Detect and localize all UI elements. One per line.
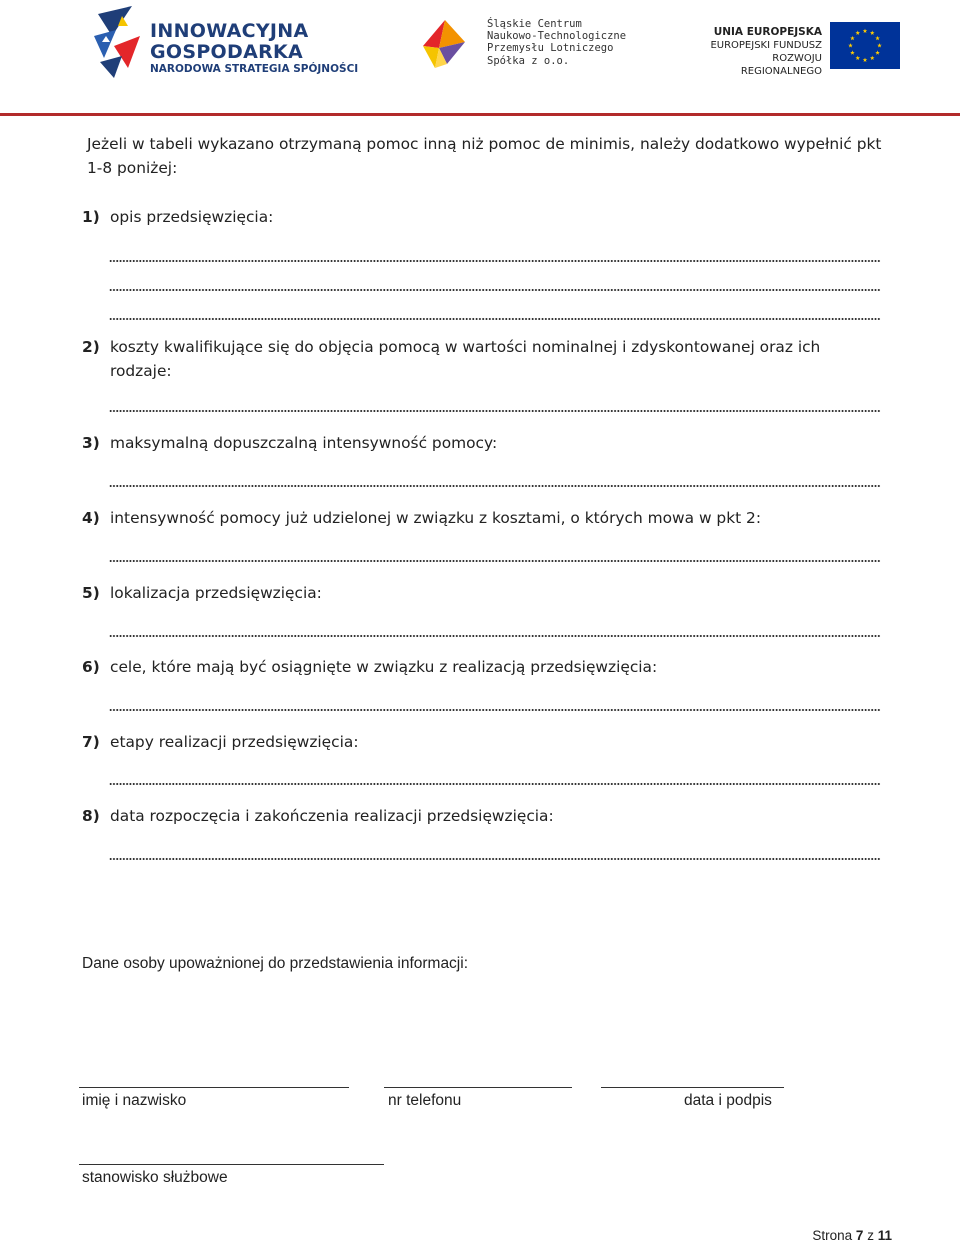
position-signature-line[interactable] [79, 1164, 384, 1165]
item-number: 1) [82, 208, 100, 226]
item-number: 4) [82, 509, 100, 527]
list-item [82, 584, 322, 602]
page-separator: z [867, 1228, 874, 1243]
phone-label: nr telefonu [388, 1092, 462, 1109]
eu-flag-icon [830, 22, 900, 69]
list-item [82, 733, 359, 751]
item-number: 3) [82, 434, 100, 452]
list-item [82, 434, 497, 452]
date-signature-label: data i podpis [684, 1092, 772, 1109]
innowacyjna-gospodarka-emblem [92, 6, 148, 80]
item-text: cele, które mają być osiągnięte w związku z realizacją przedsięwzięcia: [110, 658, 658, 676]
fill-in-line[interactable] [109, 782, 881, 786]
fill-in-line[interactable] [109, 484, 881, 488]
list-item [82, 509, 761, 527]
current-page: 7 [855, 1228, 864, 1243]
item-text-continued: rodzaje: [110, 362, 172, 380]
logo-line-1: INNOWACYJNA [150, 20, 309, 42]
page-number [812, 1228, 892, 1243]
eu-line-2: EUROPEJSKI FUNDUSZ [710, 40, 822, 51]
fill-in-line[interactable] [109, 708, 881, 712]
list-item [82, 338, 820, 356]
item-text: opis przedsięwzięcia: [110, 208, 274, 226]
item-text: maksymalną dopuszczalną intensywność pomocy: [110, 434, 498, 452]
item-text: etapy realizacji przedsięwzięcia: [110, 733, 359, 751]
slaskie-centrum-emblem [415, 18, 475, 73]
list-item [82, 807, 554, 825]
item-number: 2) [82, 338, 100, 356]
logo-line-3: NARODOWA STRATEGIA SPÓJNOŚCI [150, 63, 359, 75]
fill-in-line[interactable] [109, 857, 881, 861]
item-text: intensywność pomocy już udzielonej w związku z kosztami, o których mowa w pkt 2: [110, 509, 762, 527]
total-pages: 11 [877, 1228, 892, 1243]
item-text: lokalizacja przedsięwzięcia: [110, 584, 322, 602]
name-signature-line[interactable] [79, 1087, 349, 1088]
authorized-person-heading: Dane osoby upoważnionej do przedstawienia informacji: [82, 955, 469, 972]
fill-in-line[interactable] [109, 634, 881, 638]
date-signature-line[interactable] [601, 1087, 784, 1088]
list-item [82, 208, 273, 226]
fill-in-line[interactable] [109, 288, 881, 292]
item-number: 6) [82, 658, 100, 676]
fill-in-line[interactable] [109, 409, 881, 413]
fill-in-line[interactable] [109, 317, 881, 321]
item-text: data rozpoczęcia i zakończenia realizacji przedsięwzięcia: [110, 807, 554, 825]
fill-in-line[interactable] [109, 259, 881, 263]
item-text: koszty kwalifikujące się do objęcia pomocą w wartości nominalnej i zdyskontowanej oraz ich [110, 338, 821, 356]
header-divider [0, 113, 960, 116]
position-label: stanowisko służbowe [82, 1169, 228, 1186]
intro-text: Jeżeli w tabeli wykazano otrzymaną pomoc inną niż pomoc de minimis, należy dodatkowo wypełnić pkt 1-8 poniżej: [87, 135, 882, 177]
item-number: 7) [82, 733, 100, 751]
item-number: 8) [82, 807, 100, 825]
eu-line-3: ROZWOJU REGIONALNEGO [740, 53, 822, 77]
page-header [0, 0, 960, 118]
name-label: imię i nazwisko [82, 1092, 187, 1109]
eu-line-1: UNIA EUROPEJSKA [713, 26, 822, 38]
phone-signature-line[interactable] [384, 1087, 572, 1088]
slaskie-centrum-logo [415, 18, 627, 73]
page-prefix: Strona [812, 1228, 853, 1243]
fill-in-line[interactable] [109, 559, 881, 563]
slaskie-centrum-name: Śląskie Centrum Naukowo-Technologiczne Przemysłu Lotniczego Spółka z o.o. [487, 18, 627, 67]
eu-fund-logo [700, 22, 900, 77]
list-item [82, 658, 657, 676]
logo-line-2: GOSPODARKA [150, 41, 304, 63]
item-number: 5) [82, 584, 100, 602]
innowacyjna-gospodarka-logo [92, 6, 359, 80]
eu-fund-text [700, 26, 822, 78]
